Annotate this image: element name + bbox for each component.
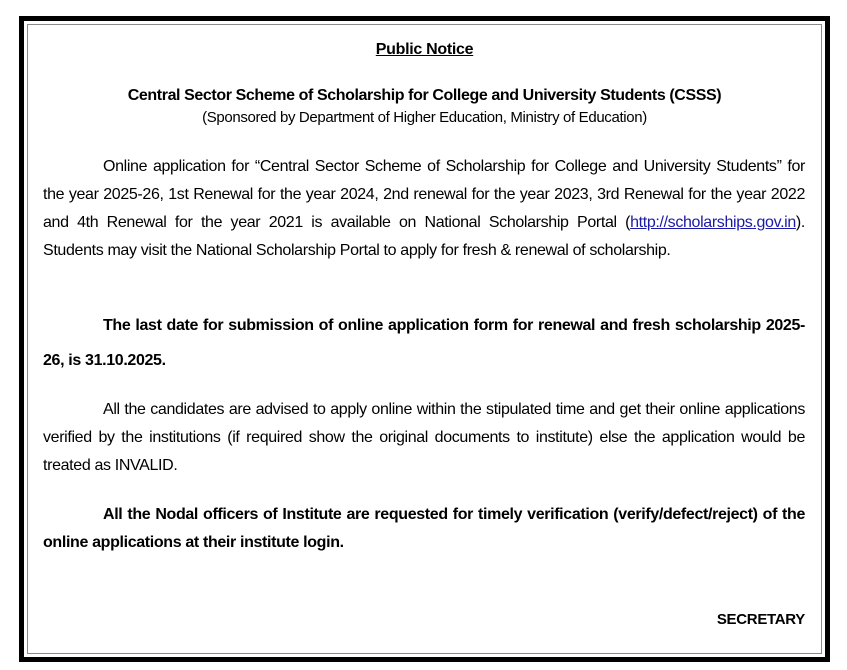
paragraph-text-before-link: Online application for “Central Sector Scheme of Scholarship for College and University Students” for the year 2025-26, 1st Renewal for the year 2024, 2nd renewal for the year 2023, 3rd Renewal for the year 2022 and 4th Renewal for the year 2021 is available on National Scholarship Portal (	[43, 158, 805, 231]
signature: SECRETARY	[716, 611, 805, 628]
paragraph-text-after-link: ). Students may visit the National Scholarship Portal to apply for fresh & renewal of scholarship.	[43, 214, 805, 259]
paragraph-application-info	[43, 153, 805, 265]
notice-document	[27, 24, 822, 654]
paragraph-candidates-advice: All the candidates are advised to apply online within the stipulated time and get their online applications verified by the institutions (if required show the original documents to institute) else the application would be treated as INVALID.	[43, 401, 805, 474]
sponsor-line: (Sponsored by Department of Higher Education, Ministry of Education)	[202, 109, 647, 126]
scheme-title: Central Sector Scheme of Scholarship for College and University Students (CSSS)	[127, 87, 722, 104]
notice-border-outer	[19, 16, 830, 662]
scholarship-portal-link[interactable]: http://scholarships.gov.in	[630, 214, 796, 231]
notice-title: Public Notice	[375, 41, 474, 58]
paragraph-nodal-officers: All the Nodal officers of Institute are requested for timely verification (verify/defect/reject) of the online applications at their institute login.	[43, 506, 805, 551]
paragraph-last-date: The last date for submission of online application form for renewal and fresh scholarship 2025-26, is 31.10.2025.	[43, 317, 805, 369]
